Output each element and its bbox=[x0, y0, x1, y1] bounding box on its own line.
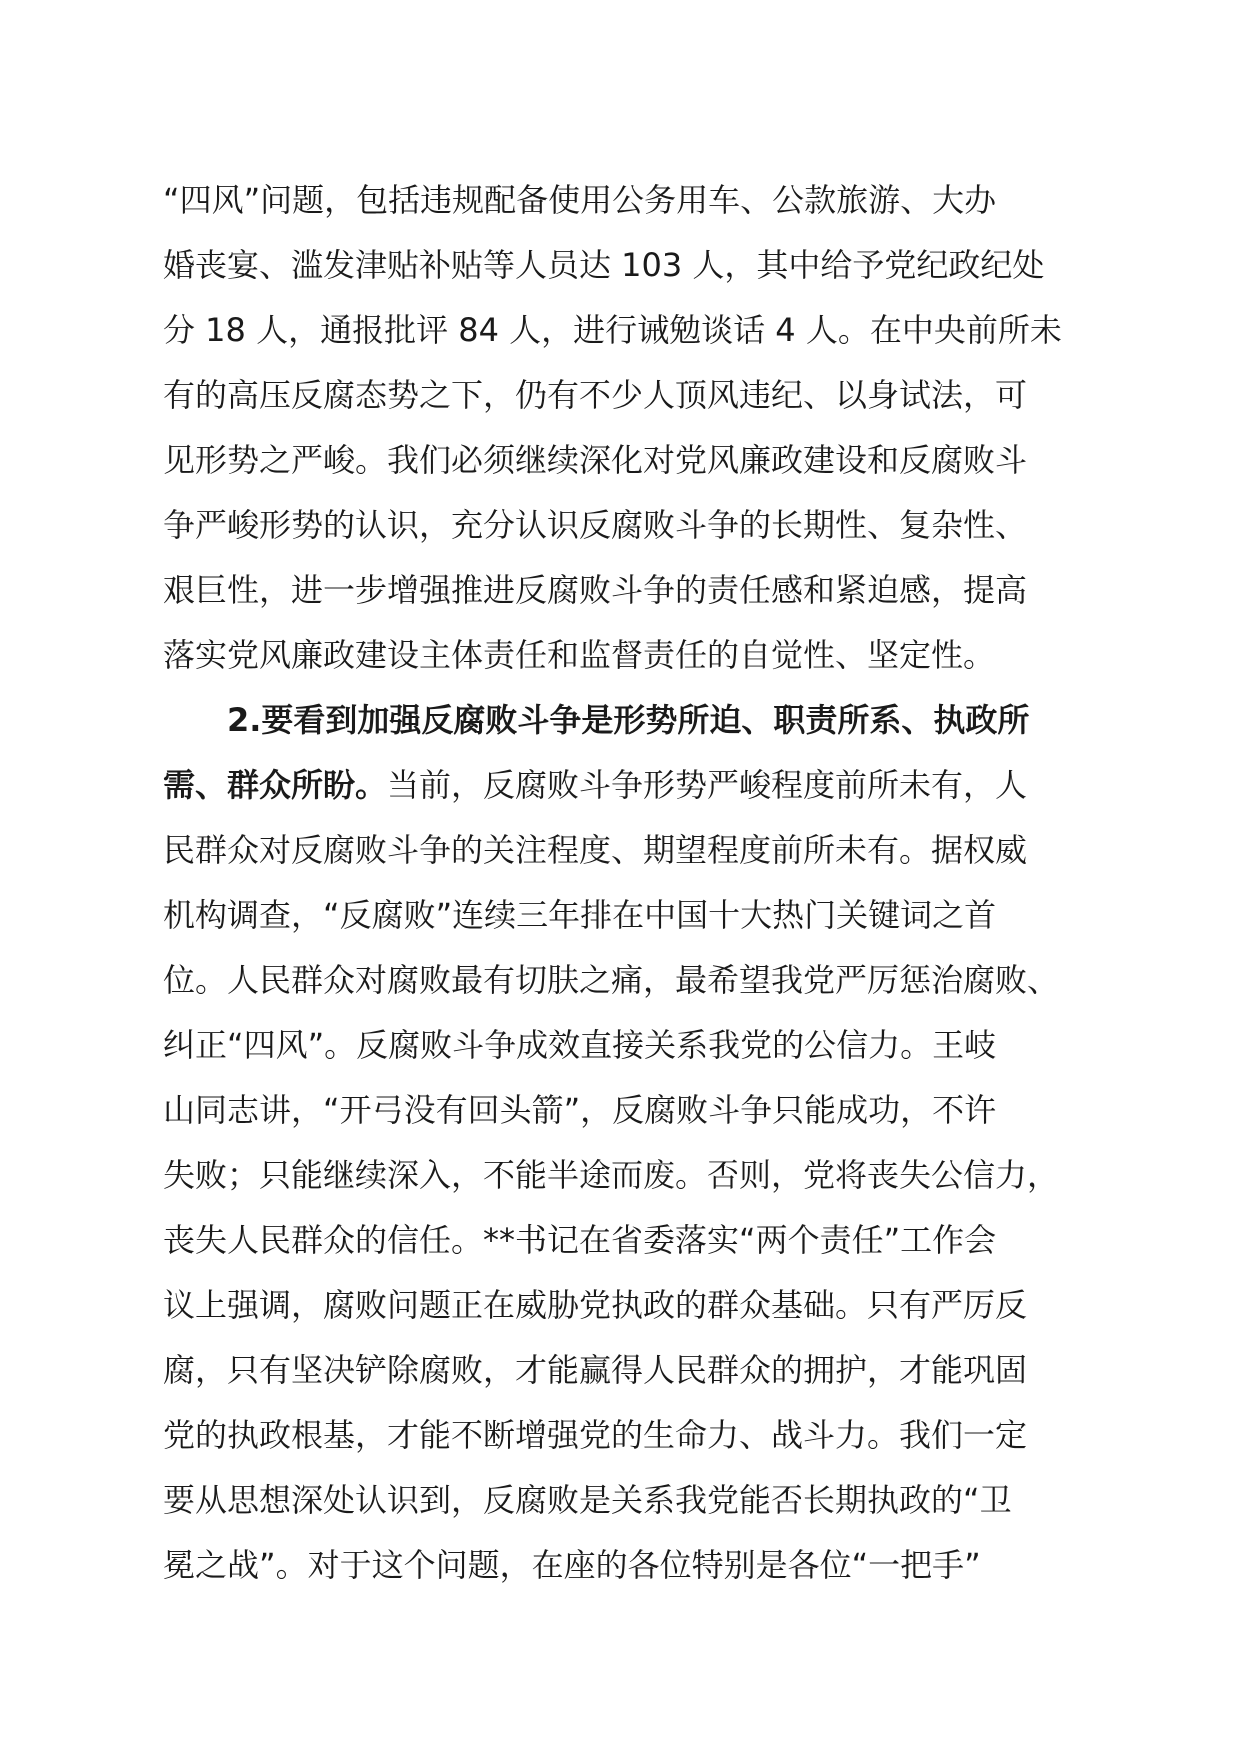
text-line: 党的执政根基，才能不断增强党的生命力、战斗力。我们一定 bbox=[163, 1416, 1028, 1454]
text-line: 腐，只有坚决铲除腐败，才能赢得人民群众的拥护，才能巩固 bbox=[163, 1351, 1028, 1389]
text-line: 争严峻形势的认识，充分认识反腐败斗争的长期性、复杂性、 bbox=[163, 506, 1028, 544]
text-line: 婚丧宴、滥发津贴补贴等人员达 103 人，其中给予党纪政纪处 bbox=[163, 246, 1045, 284]
text-line: 冕之战”。对于这个问题，在座的各位特别是各位“一把手” bbox=[163, 1546, 981, 1584]
text-line: 山同志讲，“开弓没有回头箭”，反腐败斗争只能成功，不许 bbox=[163, 1091, 997, 1129]
text-line: 纠正“四风”。反腐败斗争成效直接关系我党的公信力。王岐 bbox=[163, 1026, 997, 1064]
text-line bbox=[163, 753, 1093, 818]
text-line: 有的高压反腐态势之下，仍有不少人顶风违纪、以身试法，可 bbox=[163, 376, 1028, 414]
text-line: “四风”问题，包括违规配备使用公务用车、公款旅游、大办 bbox=[163, 181, 997, 219]
text-line: 丧失人民群众的信任。**书记在省委落实“两个责任”工作会 bbox=[163, 1221, 997, 1259]
text-line-rest: 当前，反腐败斗争形势严峻程度前所未有，人 bbox=[387, 766, 1028, 804]
text-line: 落实党风廉政建设主体责任和监督责任的自觉性、坚定性。 bbox=[163, 636, 996, 674]
section-heading: 2.要看到加强反腐败斗争是形势所迫、职责所系、执政所 bbox=[227, 701, 1030, 739]
text-line: 民群众对反腐败斗争的关注程度、期望程度前所未有。据权威 bbox=[163, 831, 1028, 869]
section-heading-line bbox=[163, 688, 1093, 753]
text-line: 见形势之严峻。我们必须继续深化对党风廉政建设和反腐败斗 bbox=[163, 441, 1028, 479]
text-line: 艰巨性，进一步增强推进反腐败斗争的责任感和紧迫感，提高 bbox=[163, 571, 1028, 609]
text-line: 机构调查，“反腐败”连续三年排在中国十大热门关键词之首 bbox=[163, 896, 997, 934]
text-line: 失败；只能继续深入，不能半途而废。否则，党将丧失公信力， bbox=[163, 1156, 1060, 1194]
text-line: 要从思想深处认识到，反腐败是关系我党能否长期执政的“卫 bbox=[163, 1481, 1012, 1519]
text-line: 位。人民群众对腐败最有切肤之痛，最希望我党严厉惩治腐败、 bbox=[163, 961, 1060, 999]
text-line: 议上强调，腐败问题正在威胁党执政的群众基础。只有严厉反 bbox=[163, 1286, 1028, 1324]
section-heading-cont: 需、群众所盼。 bbox=[163, 766, 388, 804]
body-text bbox=[163, 168, 1093, 1598]
text-line: 分 18 人，通报批评 84 人，进行诫勉谈话 4 人。在中央前所未 bbox=[163, 311, 1062, 349]
